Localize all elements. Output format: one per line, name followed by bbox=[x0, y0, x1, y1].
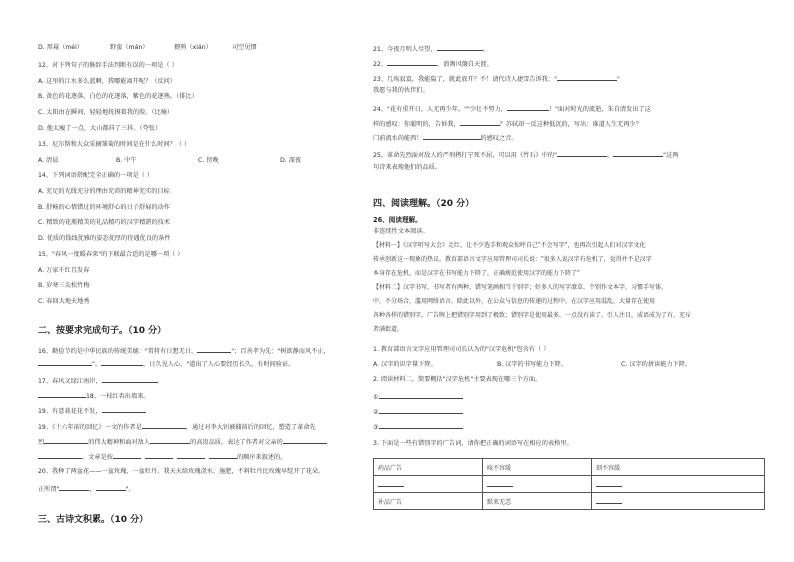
q25-text-a: 25、革命先烈面对敌人的严刑拷打宁死不屈，可以用《竹石》中的" bbox=[373, 152, 557, 159]
task-1-option-c: C. 汉字的拼读能力下降。 bbox=[621, 361, 692, 368]
table-cell: 默来无恙 bbox=[483, 493, 592, 510]
question-19-line-3 bbox=[38, 452, 286, 462]
q24-text-d: ？苏轼却一反这种低沉的，写出：谁道人生无再少？ bbox=[499, 121, 642, 128]
task-2-stem: 2. 阅读材料二，简要概括"汉字危机"主要表现在哪三个方面。 bbox=[373, 376, 542, 383]
q20-blank-1[interactable] bbox=[59, 484, 89, 491]
question-14-option-a: A. 充足的光线充分的理由充沛的精神充实的目标 bbox=[38, 188, 170, 195]
q21-text: 21、今夜月明人尽望， bbox=[373, 46, 437, 53]
table-cell-input[interactable] bbox=[592, 493, 765, 510]
q19-text-g: 的顺序来叙述的。 bbox=[236, 454, 287, 461]
q23-blank[interactable] bbox=[557, 74, 617, 81]
q11-d-word2: 野蛮（mán） bbox=[110, 44, 149, 51]
q18-blank[interactable] bbox=[38, 391, 86, 398]
question-25-line-2: 句诗来表现他们的品质。 bbox=[373, 164, 442, 171]
question-24-line-1 bbox=[373, 104, 651, 114]
q23-text: 23、几殇寂寞，我能隐了，就此放开？不！请代诗人捷雪告诉我：" bbox=[373, 76, 557, 83]
section-3-heading: 三、古诗文积累。（10 分） bbox=[38, 515, 149, 525]
question-24-line-3 bbox=[373, 133, 518, 143]
q19-text-b: ，通过对李大钊被捕前后的回忆，塑造了革命先 bbox=[185, 424, 316, 431]
table-row bbox=[374, 459, 765, 476]
q19-text-c: 烈 bbox=[38, 439, 45, 446]
table-cell: 补品广告 bbox=[374, 493, 483, 510]
q24-text-a: 24、"花有重开日，人无再少年。""少壮不努力， bbox=[373, 106, 507, 113]
q13-option-c: C. 傍晚 bbox=[198, 157, 219, 164]
table-cell-input[interactable] bbox=[483, 476, 592, 493]
material-2-line-1: 【材料二】汉字书写，书写者有两种，错写笔画相当于别字；好多人的写字潦草，个别作文本字，习惯手写体， bbox=[373, 284, 668, 291]
q19-text-d: 的伟大精神和面对敌人 bbox=[88, 439, 151, 446]
q18b-text: 19、有意栽花花不发， bbox=[38, 408, 102, 415]
question-11-option-d-row bbox=[38, 44, 257, 52]
question-25-line-1 bbox=[373, 150, 678, 160]
q11-d-word4: 司空见惯 bbox=[232, 44, 257, 51]
task-2-answer-3 bbox=[373, 422, 463, 432]
task-2-blank-1[interactable] bbox=[379, 392, 463, 399]
table-cell-input[interactable] bbox=[374, 476, 483, 493]
q25-blank-1[interactable] bbox=[557, 150, 607, 157]
task-2-marker-1: ① bbox=[373, 394, 379, 401]
q17-text: 17、春风又绿江南岸， bbox=[38, 378, 102, 385]
q19-blank-7[interactable] bbox=[145, 452, 173, 459]
q16-text-d: ，日久见人心。"道出了人心要经历长久，有时间验证。 bbox=[143, 361, 295, 368]
question-15-stem: 15、"春风一度暖春来"的下联最合适的是哪一项（ ） bbox=[38, 251, 184, 258]
q13-option-d: D. 深夜 bbox=[280, 157, 302, 164]
question-20-line-1: 20、我种了两盆花——一盆玫瑰，一盆牡丹。我天天给玫瑰浇水、施肥，不料牡丹比玫瑰早绽开了花朵。 bbox=[38, 468, 325, 475]
q24-blank-3[interactable] bbox=[423, 133, 481, 140]
task-1-option-a: A. 汉字的识字量下降。 bbox=[373, 361, 437, 368]
task-3-stem: 3. 下面是一些有错别字的广告词，请你把正确的词语写在相应的表格里。 bbox=[373, 440, 573, 447]
q19-blank-6[interactable] bbox=[113, 452, 141, 459]
q19-blank-1[interactable] bbox=[142, 422, 186, 429]
question-13-options bbox=[38, 157, 301, 165]
question-12-option-c: C. 太阳由在瞬间，轻轻地抚摸着我的脸。（比喻） bbox=[38, 109, 174, 116]
question-19-line-2 bbox=[38, 437, 327, 447]
question-15-option-c: C. 春回大地天地秀 bbox=[38, 298, 90, 305]
q20-text-c: "。 bbox=[125, 486, 135, 493]
task-2-blank-2[interactable] bbox=[379, 407, 463, 414]
question-15-option-b: B. 岁寒三友松竹梅 bbox=[38, 282, 90, 289]
task-1-option-b: B. 汉字的书写能力下降。 bbox=[497, 361, 568, 368]
question-23-line-2: 我愿与我的伙伴们。 bbox=[373, 87, 429, 94]
q16-blank-2[interactable] bbox=[38, 359, 92, 366]
q24-blank-1[interactable] bbox=[507, 104, 549, 111]
ad-correction-table bbox=[373, 458, 765, 510]
q16-text-b: "；百善孝为先："树欲静而风不止， bbox=[231, 348, 330, 355]
question-13-stem: 13、尼尔斯和大众采摘雏菊的时间是在什么时间？（ ） bbox=[38, 141, 191, 148]
q13-option-a: A. 清晨 bbox=[38, 157, 59, 164]
q24-text-f: 的感叹之音。 bbox=[480, 135, 518, 142]
q13-option-b: B. 中午 bbox=[116, 157, 137, 164]
question-16-line-2 bbox=[38, 359, 294, 369]
q19-text-e: 的高贵品质，表达了作者对父亲的 bbox=[190, 439, 283, 446]
question-18b bbox=[38, 406, 146, 416]
q11-d-word1: D. 黑莓（méi） bbox=[38, 44, 84, 51]
task-2-answer-1 bbox=[373, 392, 463, 402]
section-2-heading: 二、按要求完成句子。（10 分） bbox=[38, 326, 167, 336]
q20-blank-2[interactable] bbox=[96, 484, 126, 491]
question-17 bbox=[38, 376, 158, 386]
material-2-line-4: 者满街道。 bbox=[373, 326, 404, 333]
q20-text-b: 正所谓" bbox=[38, 486, 60, 493]
q25-blank-2[interactable] bbox=[613, 150, 663, 157]
q24-text-c: 样的感叹：你聪明的，告诉我， bbox=[373, 121, 460, 128]
question-15-option-a: A. 万家千红且发春 bbox=[38, 267, 90, 274]
table-cell: 刻不容缓 bbox=[592, 459, 765, 476]
question-20-line-2: 正所谓" ， "。 bbox=[38, 486, 135, 493]
q16-text-c: "。 bbox=[92, 361, 102, 368]
material-2-line-2: 中，不分场合，滥用网络语言。除此以外，在公众与信息的传递的过程中，在汉字应用混乱，大量存在使用 bbox=[373, 298, 656, 305]
question-14-stem: 14、下列词语搭配完全正确的一项是（ ） bbox=[38, 172, 154, 179]
table-row bbox=[374, 476, 765, 493]
section-4-heading: 四、阅读理解。（20 分） bbox=[373, 199, 475, 209]
table-cell: 咳不容缓 bbox=[483, 459, 592, 476]
q25-text-b: ， bbox=[606, 152, 614, 159]
q22-blank[interactable] bbox=[387, 59, 437, 66]
q16-text-a: 16、勤俭节约是中华民族的传统美德："常将有日想无日， bbox=[38, 348, 198, 355]
material-1-line-2: 传承创新这一现象的热议。教育部语言文字应用管理司司长说："很多人说汉字有危机了，觉得并不是汉字 bbox=[373, 256, 652, 263]
q19-blank-2[interactable] bbox=[44, 437, 88, 444]
table-row bbox=[374, 493, 765, 510]
q22-text-b: ，浪淘风簸自天涯。 bbox=[437, 61, 493, 68]
question-21: 21、今夜月明人尽望， 。 bbox=[373, 46, 489, 53]
task-2-answer-2 bbox=[373, 407, 463, 417]
q19-text-f: 。文章是按 bbox=[82, 454, 113, 461]
task-2-marker-2: ② bbox=[373, 409, 379, 416]
q25-text-c: "这两 bbox=[663, 152, 679, 159]
q19-blank-9[interactable] bbox=[209, 452, 237, 459]
q24-blank-2[interactable] bbox=[460, 119, 500, 126]
question-26-subheading: 非连续性文本阅读。 bbox=[373, 228, 429, 235]
table-cell-input[interactable] bbox=[592, 476, 765, 493]
question-24-line-2 bbox=[373, 119, 642, 129]
question-14-option-b: B. 舒畅的心情错过的环境舒心的日子舒展的动作 bbox=[38, 204, 170, 211]
q24-text-e: 门前流水尚能西！ bbox=[373, 135, 423, 142]
question-18 bbox=[38, 391, 150, 401]
task-1-stem: 1. 教育部语言文字应用管理司司长认为的"汉字危机"包含有（ ） bbox=[373, 346, 550, 353]
question-12-option-a: A. 这里的江水多么蓝啊，我哪能离开呢？（反问） bbox=[38, 78, 176, 85]
q18-text: 18、一枝红杏出墙来。 bbox=[86, 393, 150, 400]
question-12-option-d: D. 他太瘦了一点，大山都抖了三抖。（夸张） bbox=[38, 125, 162, 132]
question-14-option-c: C. 精致的花瓶精美的礼品精巧的汉字精湛的技术 bbox=[38, 219, 171, 226]
question-23-line-1 bbox=[373, 74, 620, 84]
material-2-line-3: 各种各样的错别字，广告牌上把错别字用到了极致；错别字是使用最多，一点没有读了。引人注目，成语成为了有，充斥 bbox=[373, 312, 692, 319]
q19-blank-8[interactable] bbox=[177, 452, 205, 459]
q19-blank-5[interactable] bbox=[38, 452, 82, 459]
q16-blank-3[interactable] bbox=[101, 359, 143, 366]
question-26-heading: 26、阅读理解。 bbox=[373, 216, 422, 224]
q19-blank-3[interactable] bbox=[150, 437, 190, 444]
q18b-blank[interactable] bbox=[102, 406, 146, 413]
q16-blank-1[interactable] bbox=[197, 346, 231, 353]
material-1-line-3: 本身存在危机，而是汉字在书写能力下降了，正确规范使用汉字的能力下降了" bbox=[373, 270, 580, 277]
table-cell: 药品广告 bbox=[374, 459, 483, 476]
question-12-option-b: B. 黄色的花逐落，白色的花逐落，紫色的花逐熟。（排比） bbox=[38, 93, 198, 100]
q11-d-word3: 猥鸮（xián） bbox=[174, 44, 212, 51]
question-12-stem: 12、对下列句子的修辞手法判断有误的一项是（ ） bbox=[38, 62, 178, 69]
task-2-blank-3[interactable] bbox=[379, 422, 463, 429]
q19-text-a: 19、《十六年前的回忆》一文的作者是 bbox=[38, 424, 142, 431]
q21-blank[interactable] bbox=[437, 44, 483, 51]
q17-blank[interactable] bbox=[102, 376, 158, 383]
question-14-option-d: D. 优质的钱线优雅的姿态优厚的待遇优良的条件 bbox=[38, 235, 171, 242]
q24-text-b: ！"面对时光的流逝，朱自清发出了这 bbox=[548, 106, 651, 113]
question-22 bbox=[373, 59, 493, 69]
task-2-marker-3: ③ bbox=[373, 424, 379, 431]
question-19-line-1 bbox=[38, 422, 316, 432]
q23-text-b: " bbox=[616, 76, 620, 83]
question-16-line-1 bbox=[38, 346, 330, 356]
q22-text: 22、 bbox=[373, 61, 388, 68]
q19-blank-4[interactable] bbox=[283, 437, 327, 444]
task-1-options bbox=[373, 361, 691, 369]
material-1-line-1: 【材料一】《汉字听写大会》走红，让不少选手和观众惊呼自己"不会写字"，也再次引起人们对汉字文化 bbox=[373, 242, 646, 249]
